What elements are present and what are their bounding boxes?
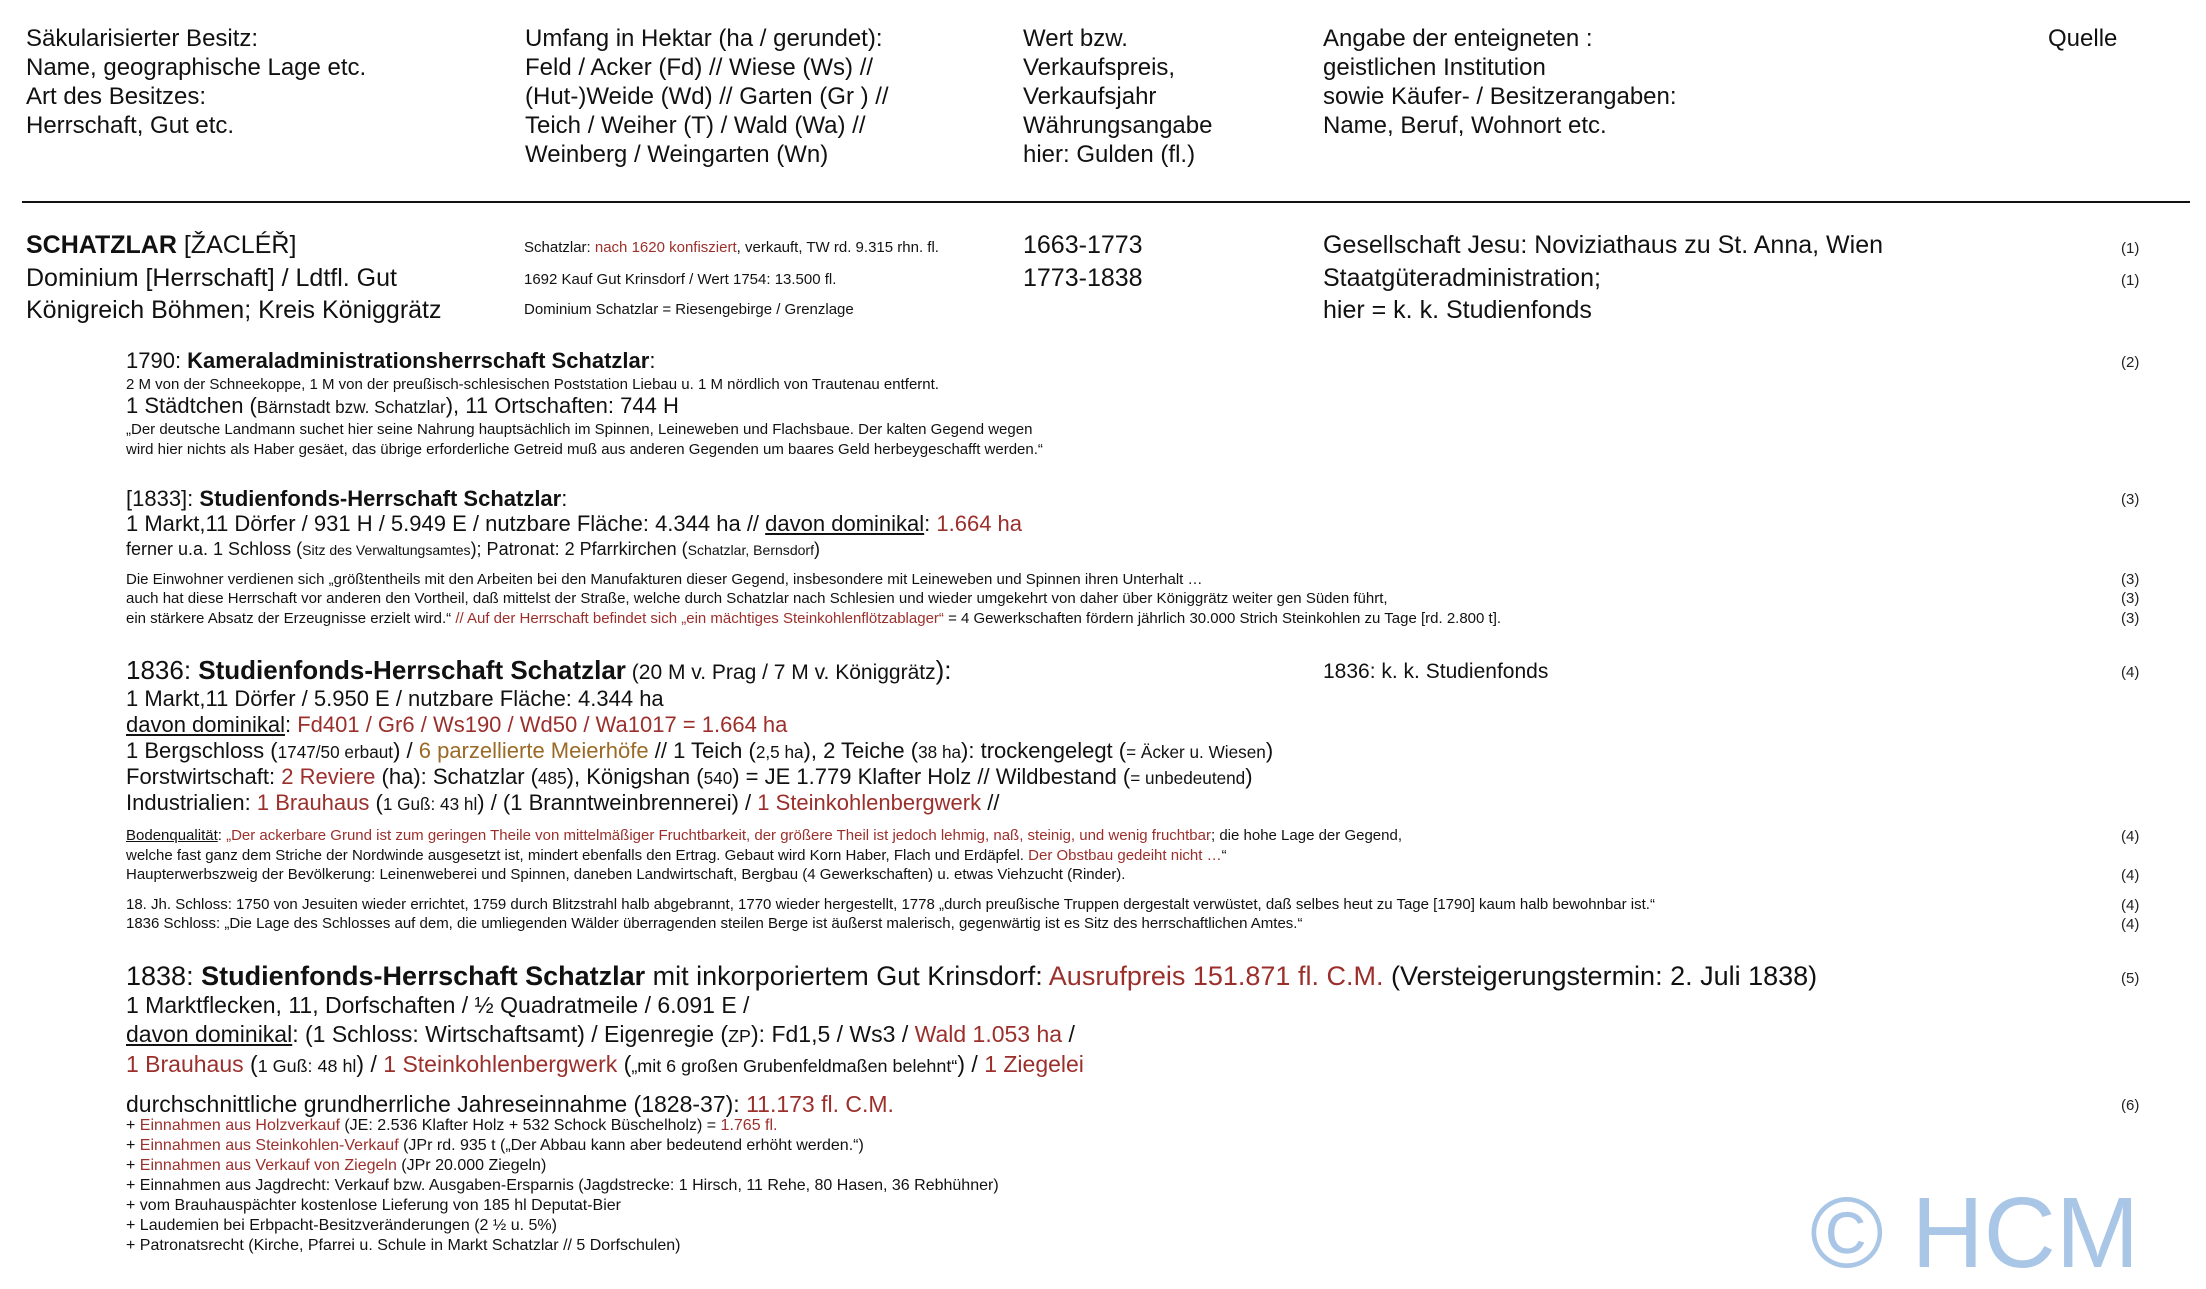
source-ref: (1) xyxy=(2121,272,2140,289)
header-line: Art des Besitzes: xyxy=(26,83,207,110)
text: : xyxy=(217,827,227,844)
header-line: Verkaufspreis, xyxy=(1023,54,1176,81)
section-1836-line xyxy=(126,712,787,738)
text: nach 1620 konfisziert xyxy=(594,239,737,256)
section-1836-owner: 1836: k. k. Studienfonds xyxy=(1323,660,1549,683)
text: 2,5 ha xyxy=(755,742,804,762)
income-item: + Patronatsrecht (Kirche, Pfarrei u. Schule in Markt Schatzlar // 5 Dorfschulen) xyxy=(126,1237,681,1254)
income-item xyxy=(126,1156,546,1176)
section-1833-line: Die Einwohner verdienen sich „größtentheils mit den Arbeiten bei den Manufakturen dieser Gegend, insbesondere mit Leineweben und Spinnen ihren Unterhalt … xyxy=(126,571,1203,588)
header-col-area xyxy=(525,24,889,169)
header-line: sowie Käufer- / Besitzerangaben: xyxy=(1323,83,1677,110)
header-line: geistlichen Institution xyxy=(1323,54,1546,81)
text: ( xyxy=(369,790,383,815)
source-ref: (2) xyxy=(2121,354,2140,371)
text: [1833]: xyxy=(126,486,200,511)
text: Studienfonds-Herrschaft Schatzlar xyxy=(201,961,646,991)
text: 6 parzellierte Meierhöfe xyxy=(418,738,649,763)
section-1833-title xyxy=(126,486,567,512)
section-1790-title xyxy=(126,348,655,374)
text: 1 Brauhaus xyxy=(126,1051,244,1077)
text: ) / xyxy=(356,1051,384,1077)
entry-owner-3: hier = k. k. Studienfonds xyxy=(1323,296,1592,324)
text: (Versteigerungstermin: 2. Juli 1838) xyxy=(1383,961,1818,991)
text: davon dominikal xyxy=(126,712,285,737)
text: 1.765 fl. xyxy=(720,1117,778,1134)
section-1838-line xyxy=(126,1050,1084,1080)
source-ref: (3) xyxy=(2121,610,2140,627)
text: Industrialien: xyxy=(126,790,257,815)
section-1836-line xyxy=(126,790,999,817)
entry-owner-1: Gesellschaft Jesu: Noviziathaus zu St. Anna, Wien xyxy=(1323,231,1883,259)
text: „Der ackerbare Grund ist zum geringen Theile von mittelmäßiger Fruchtbarkeit, der größere Theil ist jedoch lehmig, naß, steinig, und wenig fruchtbar xyxy=(226,827,1211,844)
text: : xyxy=(561,486,568,511)
income-item xyxy=(126,1116,777,1136)
section-1836-quote: Haupterwerbszweig der Bevölkerung: Leinenweberei und Spinnen, daneben Landwirtschaft, Bergbau (4 Gewerkschaften) u. etwas Viehzucht (Rinder). xyxy=(126,866,1126,883)
text: ) xyxy=(1245,764,1253,789)
text: 1 Ziegelei xyxy=(984,1051,1084,1077)
text: = Äcker u. Wiesen xyxy=(1126,742,1266,762)
entry-type: Dominium [Herrschaft] / Ldtfl. Gut xyxy=(26,264,397,292)
text: ): xyxy=(935,655,952,685)
text: (JE: 2.536 Klafter Holz + 532 Schock Büschelholz) = xyxy=(339,1117,721,1134)
copyright-watermark: © HCM xyxy=(1810,1177,2140,1289)
text: 11.173 fl. C.M. xyxy=(746,1091,894,1117)
text: ferner u.a. 1 Schloss ( xyxy=(126,539,303,559)
text: Schatzlar: xyxy=(524,239,595,256)
text: : (1 Schloss: Wirtschaftsamt) / Eigenregie ( xyxy=(292,1021,729,1047)
section-1836-line xyxy=(126,738,1273,765)
text: ), 11 Ortschaften: 744 H xyxy=(445,393,679,418)
section-1790-line: „Der deutsche Landmann suchet hier seine Nahrung hauptsächlich im Spinnen, Leineweben und Flachsbaue. Der kalten Gegend wegen xyxy=(126,421,1033,438)
text: ), 2 Teiche ( xyxy=(803,738,919,763)
section-1833-line xyxy=(126,609,1501,629)
text: ( xyxy=(617,1051,632,1077)
text: + xyxy=(126,1137,140,1154)
entry-name-alt: [ŽACLÉŘ] xyxy=(183,231,297,259)
text: Schatzlar, Bernsdorf xyxy=(687,542,814,558)
section-1836-title xyxy=(126,654,952,689)
source-ref: (3) xyxy=(2121,491,2140,508)
text: + xyxy=(126,1117,140,1134)
header-line: Säkularisierter Besitz: xyxy=(26,25,259,52)
header-line: Weinberg / Weingarten (Wn) xyxy=(525,141,829,168)
text: ): Fd1,5 / Ws3 / xyxy=(751,1021,915,1047)
section-1790-line: wird hier nichts als Haber gesäet, das übrige erforderliche Getreid muß aus anderen Gegenden um baares Geld herbeygeschafft werden.“ xyxy=(126,441,1043,458)
source-ref: (5) xyxy=(2121,970,2140,987)
text: Bodenqualität xyxy=(126,827,218,844)
text: ), Königshan ( xyxy=(566,764,704,789)
text: Der Obstbau gedeiht nicht … xyxy=(1028,847,1222,864)
text: ) / xyxy=(393,738,419,763)
text: (ha): Schatzlar ( xyxy=(375,764,539,789)
text: Fd401 / Gr6 / Ws190 / Wd50 / Wa1017 = 1.664 ha xyxy=(297,712,788,737)
text: 485 xyxy=(538,768,567,788)
text: Studienfonds-Herrschaft Schatzlar xyxy=(198,655,626,685)
income-item: + Laudemien bei Erbpacht-Besitzveränderungen (2 ½ u. 5%) xyxy=(126,1217,557,1234)
text: / xyxy=(1062,1021,1075,1047)
text: Einnahmen aus Holzverkauf xyxy=(139,1117,340,1134)
text: // xyxy=(981,790,1000,815)
section-1836-history: 18. Jh. Schloss: 1750 von Jesuiten wieder errichtet, 1759 durch Blitzstrahl halb abgebrannt, 1770 wieder hergestellt, 1778 „durch preußische Truppen dergestalt verwüstet, daß selbes heut zu Tage [1790] kaum halb bewohnbar ist.“ xyxy=(126,896,1655,913)
text: Einnahmen aus Steinkohlen-Verkauf xyxy=(139,1137,399,1154)
text: 1790: xyxy=(126,348,188,373)
text: 1 Guß: 48 hl xyxy=(257,1056,357,1076)
income-item: + Einnahmen aus Jagdrecht: Verkauf bzw. Ausgaben-Ersparnis (Jagdstrecke: 1 Hirsch, 11 Rehe, 80 Hasen, 36 Rebhühner) xyxy=(126,1177,999,1194)
text: 1 Steinkohlenbergwerk xyxy=(757,790,982,815)
text: 1 Städtchen ( xyxy=(126,393,257,418)
text: 540 xyxy=(703,768,733,788)
source-ref: (4) xyxy=(2121,664,2140,681)
text: ) / xyxy=(957,1051,985,1077)
text: ( xyxy=(243,1051,258,1077)
entry-location: Königreich Böhmen; Kreis Königgrätz xyxy=(26,296,442,324)
text: ): trockengelegt ( xyxy=(961,738,1127,763)
header-line: Angabe der enteigneten : xyxy=(1323,25,1593,52)
text: 1 Guß: 43 hl xyxy=(382,794,478,814)
entry-owner-2: Staatgüteradministration; xyxy=(1323,264,1601,292)
text: 2 Reviere xyxy=(281,764,376,789)
income-item xyxy=(126,1136,864,1156)
header-divider xyxy=(22,201,2190,203)
section-1833-line xyxy=(126,538,820,561)
header-col-value xyxy=(1023,24,1212,169)
section-1838-line xyxy=(126,1020,1075,1050)
text: welche fast ganz dem Striche der Nordwinde ausgesetzt ist, mindert ebenfalls den Ertrag. Gebaut wird Korn Haber, Flach und Erdäpfel. xyxy=(126,847,1029,864)
text: 1 Bergschloss ( xyxy=(126,738,278,763)
header-line: hier: Gulden (fl.) xyxy=(1023,141,1196,168)
section-1838-title xyxy=(126,960,1817,993)
text: davon dominikal xyxy=(126,1021,293,1047)
source-ref: (3) xyxy=(2121,590,2140,607)
header-line: (Hut-)Weide (Wd) // Garten (Gr ) // xyxy=(525,83,889,110)
source-ref: (4) xyxy=(2121,828,2140,845)
source-ref: (4) xyxy=(2121,897,2140,914)
header-line: Name, geographische Lage etc. xyxy=(26,54,367,81)
text: ; die hohe Lage der Gegend, xyxy=(1211,827,1402,844)
text: Kameraladministrationsherrschaft Schatzlar xyxy=(187,348,650,373)
text: ); Patronat: 2 Pfarrkirchen ( xyxy=(470,539,688,559)
entry-note-2: 1692 Kauf Gut Krinsdorf / Wert 1754: 13.500 fl. xyxy=(524,271,837,288)
entry-name-bold: SCHATZLAR xyxy=(26,231,177,259)
entry-name xyxy=(26,229,296,262)
header-line: Umfang in Hektar (ha / gerundet): xyxy=(525,25,883,52)
income-item: + vom Brauhauspächter kostenlose Lieferung von 185 hl Deputat-Bier xyxy=(126,1197,621,1214)
section-1833-line: auch hat diese Herrschaft vor anderen den Vortheil, daß mittelst der Straße, welche durch Schatzlar nach Schlesien und wieder umgekehrt von daher über Königgrätz weiter gen Süden führt, xyxy=(126,590,1388,607)
text: Bärnstadt bzw. Schatzlar xyxy=(256,397,446,417)
text: + xyxy=(126,1157,140,1174)
text: (JPr rd. 935 t („Der Abbau kann aber bedeutend erhöht werden.“) xyxy=(398,1137,864,1154)
text: ) xyxy=(814,539,820,559)
section-1838-line: 1 Marktflecken, 11, Dorfschaften / ½ Quadratmeile / 6.091 E / xyxy=(126,992,750,1018)
source-ref: (3) xyxy=(2121,571,2140,588)
header-line: Name, Beruf, Wohnort etc. xyxy=(1323,112,1607,139)
header-line: Verkaufsjahr xyxy=(1023,83,1157,110)
header-line: Herrschaft, Gut etc. xyxy=(26,112,235,139)
text: 1836: xyxy=(126,655,199,685)
source-ref: (6) xyxy=(2121,1097,2140,1114)
text: Einnahmen aus Verkauf von Ziegeln xyxy=(139,1157,397,1174)
section-1790-line: 2 M von der Schneekoppe, 1 M von der preußisch-schlesischen Poststation Liebau u. 1 M nördlich von Trautenau entfernt. xyxy=(126,376,939,393)
section-1836-line: 1 Markt,11 Dörfer / 5.950 E / nutzbare Fläche: 4.344 ha xyxy=(126,686,664,711)
header-line: Wert bzw. xyxy=(1023,25,1128,52)
text: ein stärkere Absatz der Erzeugnisse erzielt wird.“ xyxy=(126,610,456,627)
text: 1838: xyxy=(126,961,202,991)
section-1833-line xyxy=(126,511,1022,537)
text: Studienfonds-Herrschaft Schatzlar xyxy=(199,486,562,511)
source-ref: (4) xyxy=(2121,867,2140,884)
header-line: Währungsangabe xyxy=(1023,112,1213,139)
text: ) / (1 Branntweinbrennerei) / xyxy=(477,790,758,815)
text: Forstwirtschaft: xyxy=(126,764,282,789)
text: = 4 Gewerkschaften fördern jährlich 30.000 Strich Steinkohlen zu Tage [rd. 2.800 t]. xyxy=(943,610,1502,627)
text: // 1 Teich ( xyxy=(648,738,756,763)
section-1836-line xyxy=(126,764,1253,791)
text: 1 Brauhaus xyxy=(256,790,370,815)
section-1836-quote xyxy=(126,846,1227,866)
text: ) = JE 1.779 Klafter Holz // Wildbestand ( xyxy=(732,764,1131,789)
text: = unbedeutend xyxy=(1130,768,1246,788)
header-line: Feld / Acker (Fd) // Wiese (Ws) // xyxy=(525,54,874,81)
source-ref: (1) xyxy=(2121,240,2140,257)
header-col-institution xyxy=(1323,24,1677,140)
text: 1 Steinkohlenbergwerk xyxy=(383,1051,618,1077)
header-col-property xyxy=(26,24,366,140)
source-ref: (4) xyxy=(2121,916,2140,933)
text: (JPr 20.000 Ziegeln) xyxy=(396,1157,547,1174)
text: 1747/50 erbaut xyxy=(277,742,394,762)
header-col-source: Quelle xyxy=(2048,25,2118,52)
text: Wald 1.053 ha xyxy=(914,1021,1063,1047)
entry-period-2: 1773-1838 xyxy=(1023,264,1143,292)
text: „mit 6 großen Grubenfeldmaßen belehnt“ xyxy=(631,1056,958,1076)
text: (20 M v. Prag / 7 M v. Königgrätz xyxy=(625,661,936,684)
entry-note-3: Dominium Schatzlar = Riesengebirge / Grenzlage xyxy=(524,301,854,318)
text: : xyxy=(649,348,656,373)
text: Ausrufpreis 151.871 fl. C.M. xyxy=(1048,961,1384,991)
entry-note-1 xyxy=(524,238,939,258)
text: davon dominikal xyxy=(765,511,925,536)
text: mit inkorporiertem Gut Krinsdorf: xyxy=(645,961,1049,991)
text: Sitz des Verwaltungsamtes xyxy=(302,542,471,558)
text: 1.664 ha xyxy=(936,511,1023,536)
header-line: Teich / Weiher (T) / Wald (Wa) // xyxy=(525,112,866,139)
text: : xyxy=(284,712,298,737)
text: durchschnittliche grundherrliche Jahreseinnahme (1828-37): xyxy=(126,1091,747,1117)
section-1790-line xyxy=(126,393,679,420)
text: , verkauft, TW rd. 9.315 rhn. fl. xyxy=(736,239,939,256)
section-1836-history: 1836 Schloss: „Die Lage des Schlosses auf dem, die umliegenden Wälder überragenden steilen Berge ist äußerst malerisch, gegenwärtig ist es Sitz des herrschaftlichen Amtes.“ xyxy=(126,915,1303,932)
text: “ xyxy=(1221,847,1227,864)
text: 1 Markt,11 Dörfer / 931 H / 5.949 E / nutzbare Fläche: 4.344 ha // xyxy=(126,511,766,536)
entry-period-1: 1663-1773 xyxy=(1023,231,1143,259)
text: ) xyxy=(1265,738,1274,763)
text: 38 ha xyxy=(918,742,962,762)
text: // Auf der Herrschaft befindet sich „ein mächtiges Steinkohlenflötzablager“ xyxy=(455,610,944,627)
section-1836-quote xyxy=(126,826,1402,846)
section-1838-income xyxy=(126,1090,894,1118)
text: : xyxy=(924,511,937,536)
text: ZP xyxy=(728,1026,751,1046)
